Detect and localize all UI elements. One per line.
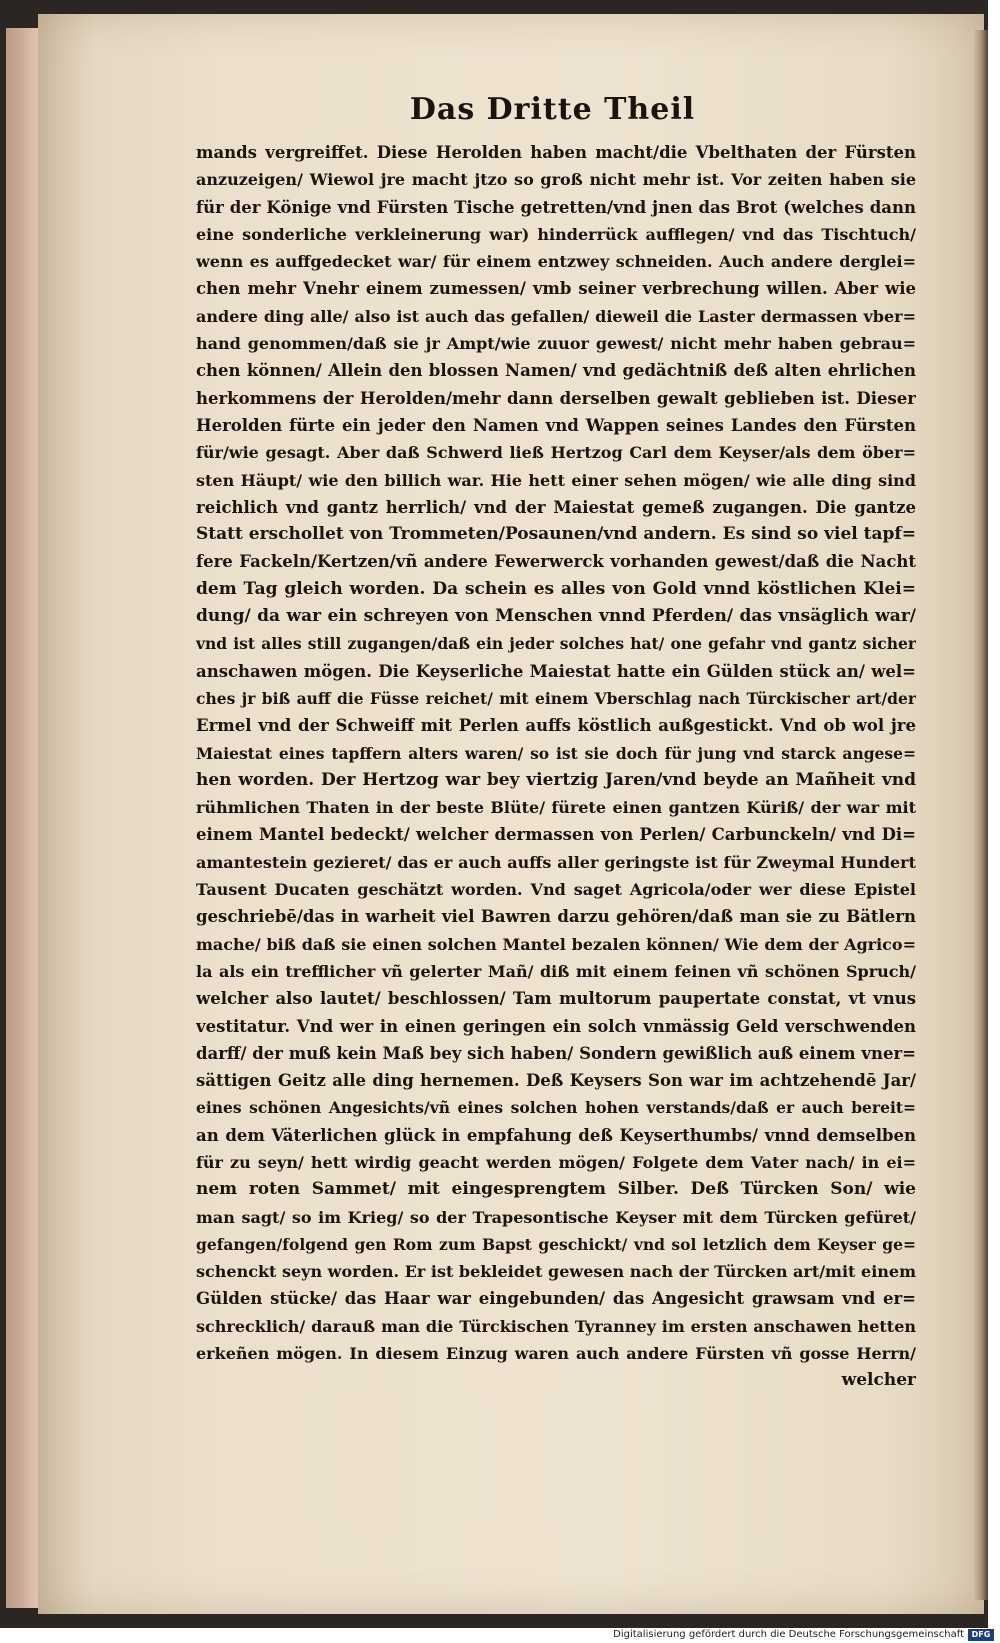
text-line: für/wie gesagt. Aber daß Schwerd ließ Hertzog Carl dem Keyser/als dem öber= xyxy=(196,443,916,463)
text-line: chen können/ Allein den blossen Namen/ vnd gedächtniß deß alten ehrlichen xyxy=(196,361,916,381)
text-line: mache/ biß daß sie einen solchen Mantel bezalen können/ Wie dem der Agrico= xyxy=(196,934,916,954)
dfg-logo: DFG xyxy=(968,1629,994,1641)
text-line: gefangen/folgend gen Rom zum Bapst geschickt/ vnd sol letzlich dem Keyser ge= xyxy=(196,1234,916,1254)
text-line: Statt erschollet von Trommeten/Posaunen/vnd andern. Es sind so viel tapf= xyxy=(196,524,916,545)
text-line: Gülden stücke/ das Haar war eingebunden/ das Angesicht grawsam vnd er= xyxy=(196,1289,916,1309)
text-line: an dem Väterlichen glück in empfahung deß Keyserthumbs/ vnnd demselben xyxy=(196,1125,916,1145)
text-line: ches jr biß auff die Füsse reichet/ mit einem Vberschlag nach Türckischer art/der xyxy=(196,688,916,708)
page-gutter xyxy=(972,30,988,1600)
text-line: vnd ist alles still zugangen/daß ein jeder solches hat/ one gefahr vnd gantz sicher xyxy=(196,634,916,654)
funding-credit: Digitalisierung gefördert durch die Deutsche Forschungsgemeinschaft xyxy=(613,1629,964,1640)
text-line: amantestein gezieret/ das er auch auffs aller geringste ist für Zweymal Hundert xyxy=(196,852,916,872)
text-line: wenn es auffgedecket war/ für einem entzwey schneiden. Auch andere derglei= xyxy=(196,252,916,272)
text-line: Ermel vnd der Schweiff mit Perlen auffs köstlich außgestickt. Vnd ob wol jre xyxy=(196,716,916,736)
page-edge-stack xyxy=(6,28,42,1608)
text-line: welcher also lautet/ beschlossen/ Tam multorum paupertate constat, vt vnus xyxy=(196,989,916,1009)
running-head xyxy=(0,92,1000,127)
text-line: geschriebē/das in warheit viel Bawren darzu gehören/daß man sie zu Bätlern xyxy=(196,907,916,927)
text-line: chen mehr Vnehr einem zumessen/ vmb seiner verbrechung willen. Aber wie xyxy=(196,279,916,299)
text-line: anzuzeigen/ Wiewol jre macht jtzo so groß nicht mehr ist. Vor zeiten haben sie xyxy=(196,170,916,190)
text-line: darff/ der muß kein Maß bey sich haben/ Sondern gewißlich auß einem vner= xyxy=(196,1043,916,1063)
text-line: rühmlichen Thaten in der beste Blüte/ fürete einen gantzen Küriß/ der war mit xyxy=(196,798,916,818)
text-line: Herolden fürte ein jeder den Namen vnd Wappen seines Landes den Fürsten xyxy=(196,415,916,435)
text-line: reichlich vnd gantz herrlich/ vnd der Maiestat gemeß zugangen. Die gantze xyxy=(196,497,916,517)
text-line: anschawen mögen. Die Keyserliche Maiestat hatte ein Gülden stück an/ wel= xyxy=(196,661,916,681)
text-line: fere Fackeln/Kertzen/vñ andere Fewerwerck vorhanden gewest/daß die Nacht xyxy=(196,552,916,572)
text-line: erkeñen mögen. In diesem Einzug waren auch andere Fürsten vñ gosse Herrn/ xyxy=(196,1344,916,1364)
text-line: vestitatur. Vnd wer in einen geringen ein solch vnmässig Geld verschwenden xyxy=(196,1016,916,1036)
text-line: sten Häupt/ wie den billich war. Hie hett einer sehen mögen/ wie alle ding sind xyxy=(196,470,916,490)
running-head-text: Das Dritte Theil xyxy=(409,92,696,127)
text-line: andere ding alle/ also ist auch das gefallen/ dieweil die Laster dermassen vber= xyxy=(196,306,916,326)
text-line: einem Mantel bedeckt/ welcher dermassen von Perlen/ Carbunckeln/ vnd Di= xyxy=(196,825,916,845)
text-line: hen worden. Der Hertzog war bey viertzig Jaren/vnd beyde an Mañheit vnd xyxy=(196,769,916,790)
text-line: für der Könige vnd Fürsten Tische getretten/vnd jnen das Brot (welches dann xyxy=(196,197,916,217)
text-line: dem Tag gleich worden. Da schein es alles von Gold vnnd köstlichen Klei= xyxy=(196,578,916,599)
text-line: schrecklich/ darauß man die Türckischen Tyranney im ersten anschawen hetten xyxy=(196,1316,916,1336)
text-line: Tausent Ducaten geschätzt worden. Vnd saget Agricola/oder wer diese Epistel xyxy=(196,880,916,900)
text-line: schenckt seyn worden. Er ist bekleidet gewesen nach der Türcken art/mit einem xyxy=(196,1262,916,1282)
text-line: eines schönen Angesichts/vñ eines solchen hohen verstands/daß er auch bereit= xyxy=(196,1098,916,1118)
text-block xyxy=(196,139,916,1395)
text-line: dung/ da war ein schreyen von Menschen vnnd Pferden/ das vnsäglich war/ xyxy=(196,606,916,627)
text-line: man sagt/ so im Krieg/ so der Trapesontische Keyser mit dem Türcken gefüret/ xyxy=(196,1207,916,1227)
text-line: herkommens der Herolden/mehr dann derselben gewalt geblieben ist. Dieser xyxy=(196,388,916,408)
text-line: sättigen Geitz alle ding hernemen. Deß Keysers Son war im achtzehendē Jar/ xyxy=(196,1071,916,1091)
text-line: für zu seyn/ hett wirdig geacht werden mögen/ Folgete dem Vater nach/ in ei= xyxy=(196,1152,916,1172)
catchword: welcher xyxy=(841,1370,916,1391)
text-line: la als ein trefflicher vñ gelerter Mañ/ diß mit einem feinen vñ schönen Spruch/ xyxy=(196,961,916,981)
text-line: Maiestat eines tapffern alters waren/ so ist sie doch für jung vnd starck angese= xyxy=(196,743,916,763)
text-line: hand genommen/daß sie jr Ampt/wie zuuor gewest/ nicht mehr haben gebrau= xyxy=(196,334,916,354)
text-line: mands vergreiffet. Diese Herolden haben macht/die Vbelthaten der Fürsten xyxy=(196,143,916,162)
text-line: nem roten Sammet/ mit eingesprengtem Silber. Deß Türcken Son/ wie xyxy=(196,1179,916,1200)
text-line: eine sonderliche verkleinerung war) hinderrück aufflegen/ vnd das Tischtuch/ xyxy=(196,224,916,244)
